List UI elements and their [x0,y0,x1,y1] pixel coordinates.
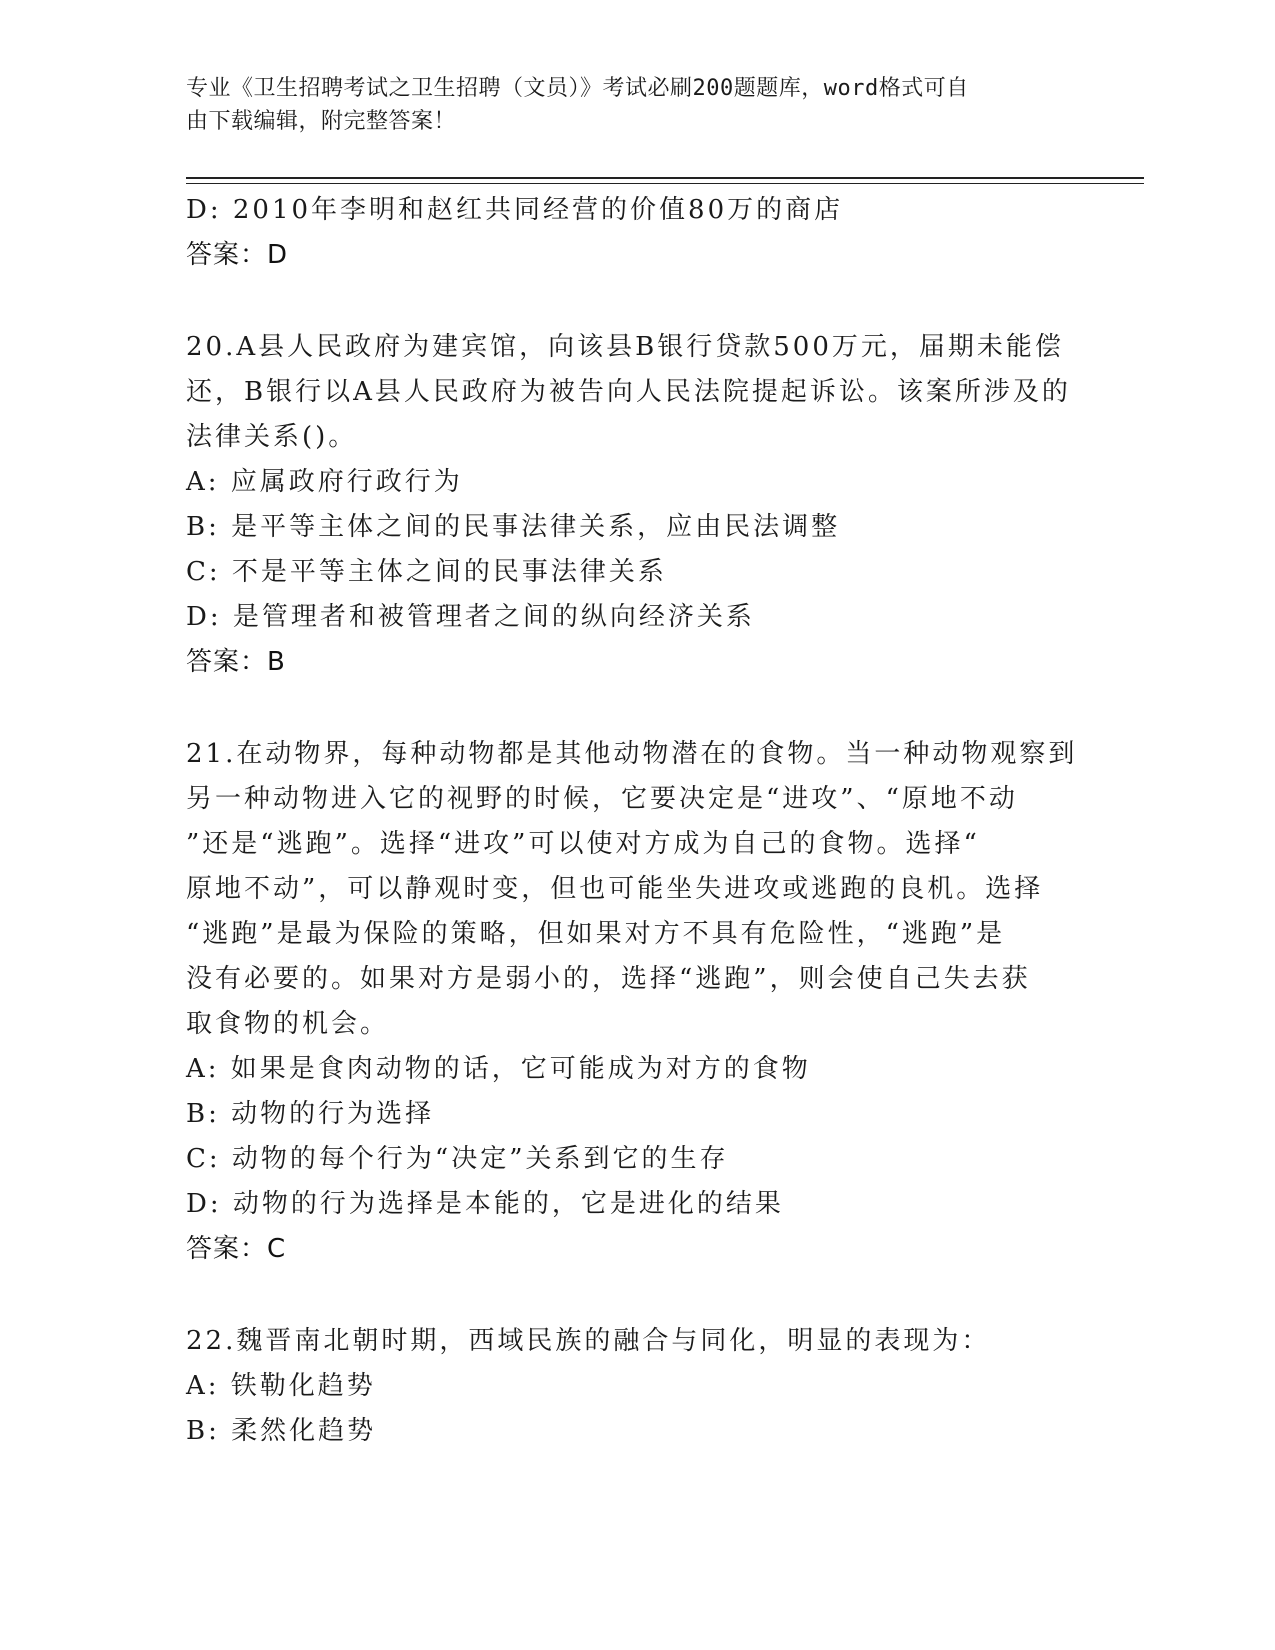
question-stem-line: 22.魏晋南北朝时期，西域民族的融合与同化，明显的表现为： [186,1326,991,1356]
option-d: D: 2010年李明和赵红共同经营的价值80万的商店 [186,195,844,225]
answer-label: 答案：B [186,647,286,677]
question-stem-line: 法律关系()。 [186,422,358,452]
option-d: D: 动物的行为选择是本能的，它是进化的结果 [186,1189,784,1219]
question-20 [186,325,1086,685]
question-stem-line: 还，B银行以A县人民政府为被告向人民法院提起诉讼。该案所涉及的 [186,377,1071,407]
question-22 [186,1319,1086,1454]
question-gap [186,278,1086,325]
question-stem-line: 20.A县人民政府为建宾馆，向该县B银行贷款500万元，届期未能偿 [186,332,1064,362]
option-b: B: 是平等主体之间的民事法律关系，应由民法调整 [186,512,841,542]
option-d: D: 是管理者和被管理者之间的纵向经济关系 [186,602,755,632]
option-b: B: 动物的行为选择 [186,1099,435,1129]
option-a: A: 铁勒化趋势 [186,1371,376,1401]
option-b: B: 柔然化趋势 [186,1416,377,1446]
question-stem-line: ”还是“逃跑”。选择“进攻”可以使对方成为自己的食物。选择“ [186,829,980,859]
question-stem-line: 21.在动物界，每种动物都是其他动物潜在的食物。当一种动物观察到 [186,739,1078,769]
answer-label: 答案：C [186,1234,287,1264]
header-divider-thick [186,177,1144,179]
header-line-2: 由下载编辑，附完整答案！ [186,109,457,134]
question-gap [186,685,1086,732]
question-stem-line: 取食物的机会。 [186,1009,390,1039]
question-stem-line: “逃跑”是最为保险的策略，但如果对方不具有危险性，“逃跑”是 [186,919,1006,949]
option-c: C: 不是平等主体之间的民事法律关系 [186,557,667,587]
document-header [186,72,1066,138]
question-21 [186,732,1086,1272]
question-gap [186,1272,1086,1319]
option-a: A: 应属政府行政行为 [186,467,463,497]
question-19-tail [186,188,1086,278]
question-stem-line: 没有必要的。如果对方是弱小的，选择“逃跑”，则会使自己失去获 [186,964,1031,994]
question-stem-line: 原地不动”，可以静观时变，但也可能坐失进攻或逃跑的良机。选择 [186,874,1044,904]
question-stem-line: 另一种动物进入它的视野的时候，它要决定是“进攻”、“原地不动 [186,784,1018,814]
option-c: C: 动物的每个行为“决定”关系到它的生存 [186,1144,729,1174]
answer-label: 答案：D [186,240,289,270]
header-divider-thin [186,183,1144,184]
header-line-1: 专业《卫生招聘考试之卫生招聘（文员）》考试必刷200题题库，word格式可自 [186,76,969,101]
option-a: A: 如果是食肉动物的话，它可能成为对方的食物 [186,1054,811,1084]
document-body [186,188,1086,1454]
